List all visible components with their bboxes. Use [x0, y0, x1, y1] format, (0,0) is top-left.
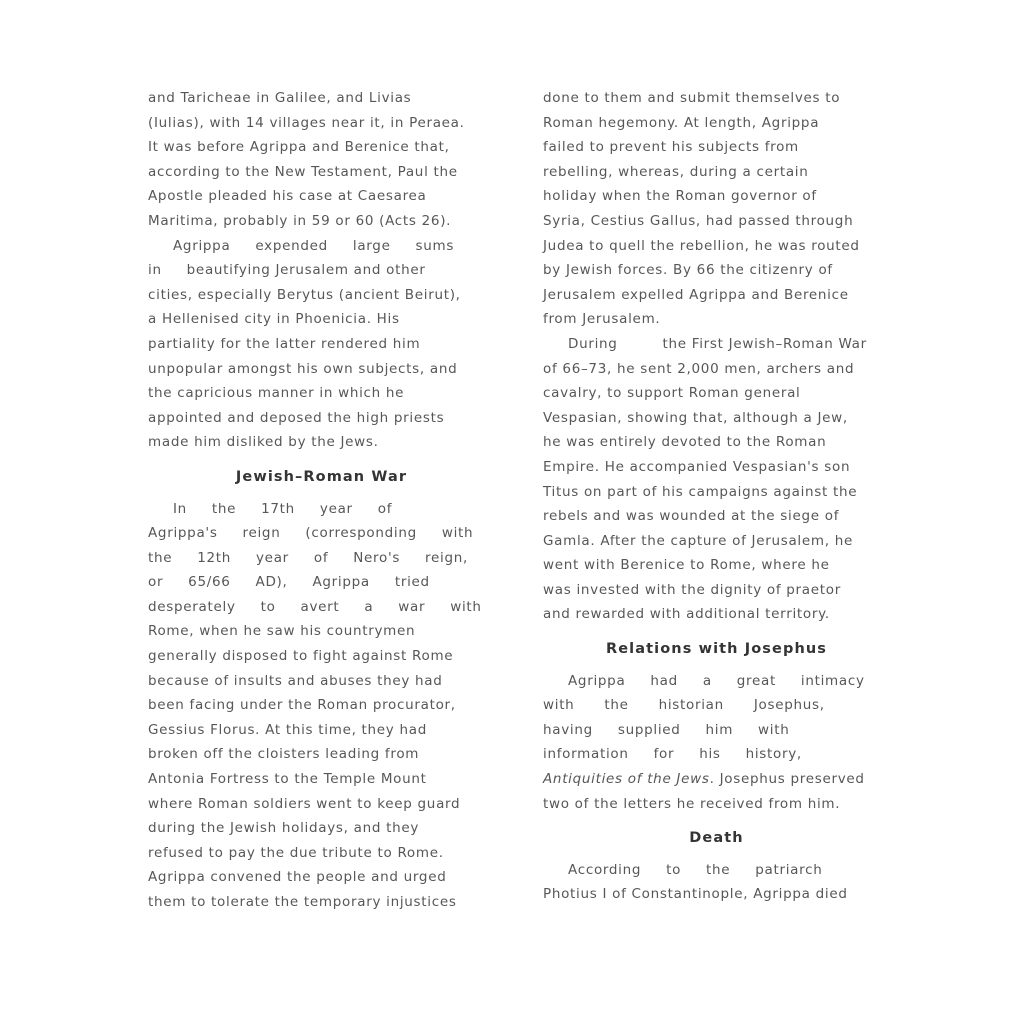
- text-line: or 65/66 AD), Agrippa tried: [148, 574, 430, 591]
- paragraph: [543, 332, 890, 627]
- text-line: of 66–73, he sent 2,000 men, archers and: [543, 360, 855, 377]
- text-line: Roman hegemony. At length, Agrippa: [543, 114, 820, 131]
- text-line: Agrippa convened the people and urged: [148, 869, 447, 886]
- text-line: cities, especially Berytus (ancient Beirut),: [148, 286, 461, 303]
- text-line: Gamla. After the capture of Jerusalem, he: [543, 532, 853, 549]
- text-line: Apostle pleaded his case at Caesarea: [148, 188, 427, 205]
- text-line: by Jewish forces. By 66 the citizenry of: [543, 262, 833, 279]
- paragraph: [148, 86, 495, 234]
- text-line: Antonia Fortress to the Temple Mount: [148, 771, 427, 788]
- text-line: he was entirely devoted to the Roman: [543, 434, 827, 451]
- text-line: Vespasian, showing that, although a Jew,: [543, 409, 848, 426]
- text-line: and Taricheae in Galilee, and Livias: [148, 90, 412, 106]
- text-line: During the First Jewish–Roman War: [568, 335, 867, 352]
- text-line: from Jerusalem.: [543, 311, 661, 328]
- text-line: information for his history,: [543, 746, 802, 763]
- text-line: the 12th year of Nero's reign,: [148, 549, 468, 566]
- text-line: broken off the cloisters leading from: [148, 746, 420, 763]
- text-line: generally disposed to fight against Rome: [148, 648, 454, 665]
- text-line: Maritima, probably in 59 or 60 (Acts 26).: [148, 212, 452, 229]
- paragraph: [148, 497, 495, 915]
- text-line: a Hellenised city in Phoenicia. His: [148, 311, 400, 328]
- paragraph: [148, 234, 495, 455]
- book-title-italic: Antiquities of the Jews: [543, 771, 710, 788]
- text-line: during the Jewish holidays, and they: [148, 820, 420, 837]
- text-line: Gessius Florus. At this time, they had: [148, 721, 427, 738]
- text-line: with the historian Josephus,: [543, 697, 825, 714]
- text-line: went with Berenice to Rome, where he: [543, 557, 830, 574]
- text-line: according to the New Testament, Paul the: [148, 163, 458, 180]
- text-line: rebelling, whereas, during a certain: [543, 163, 809, 180]
- text-line: been facing under the Roman procurator,: [148, 697, 456, 714]
- text-line: where Roman soldiers went to keep guard: [148, 795, 461, 812]
- text-line: was invested with the dignity of praetor: [543, 581, 841, 598]
- text-line: Agrippa had a great intimacy: [568, 672, 865, 689]
- text-line: cavalry, to support Roman general: [543, 385, 801, 402]
- text-line: Syria, Cestius Gallus, had passed through: [543, 212, 854, 229]
- text-column-right: [543, 86, 890, 907]
- paragraph: [543, 858, 890, 907]
- section-heading: Jewish–Roman War: [235, 468, 408, 485]
- text-line: partiality for the latter rendered him: [148, 335, 421, 352]
- text-line: unpopular amongst his own subjects, and: [148, 360, 458, 377]
- paragraph: [543, 669, 890, 817]
- text-line: It was before Agrippa and Berenice that,: [148, 139, 450, 156]
- text-line: and rewarded with additional territory.: [543, 606, 830, 623]
- text-line: holiday when the Roman governor of: [543, 188, 817, 205]
- text-line: having supplied him with: [543, 721, 790, 738]
- section-heading: Death: [689, 830, 744, 847]
- text-line: Empire. He accompanied Vespasian's son: [543, 458, 851, 475]
- paragraph: [543, 86, 890, 332]
- text-line: Titus on part of his campaigns against the: [543, 483, 858, 500]
- text-line: failed to prevent his subjects from: [543, 139, 799, 156]
- text-line: Photius I of Constantinople, Agrippa died: [543, 886, 848, 903]
- text-line: two of the letters he received from him.: [543, 795, 841, 812]
- text-line: Judea to quell the rebellion, he was routed: [543, 237, 860, 254]
- text-line: (Iulias), with 14 villages near it, in Peraea.: [148, 114, 465, 131]
- text-line: rebels and was wounded at the siege of: [543, 508, 840, 525]
- section-heading: Relations with Josephus: [605, 641, 828, 658]
- text-line: refused to pay the due tribute to Rome.: [148, 844, 444, 861]
- text-line: because of insults and abuses they had: [148, 672, 443, 689]
- text-line: the capricious manner in which he: [148, 385, 405, 402]
- text-line: made him disliked by the Jews.: [148, 434, 379, 451]
- text-line: desperately to avert a war with: [148, 598, 482, 615]
- text-line: Agrippa's reign (corresponding with: [148, 525, 474, 542]
- article-columns: [148, 86, 890, 915]
- text-line: Rome, when he saw his countrymen: [148, 623, 416, 640]
- text-line: them to tolerate the temporary injustices: [148, 894, 457, 910]
- text-line: in beautifying Jerusalem and other: [148, 262, 426, 279]
- text-column-left: [148, 86, 495, 915]
- text-line: Antiquities of the Jews. Josephus preserved: [543, 771, 865, 788]
- text-line: done to them and submit themselves to: [543, 90, 841, 106]
- text-line: Jerusalem expelled Agrippa and Berenice: [543, 286, 849, 303]
- text-line: In the 17th year of: [173, 500, 393, 517]
- text-line: appointed and deposed the high priests: [148, 409, 445, 426]
- text-line: Agrippa expended large sums: [173, 237, 455, 254]
- text-line: According to the patriarch: [568, 861, 823, 878]
